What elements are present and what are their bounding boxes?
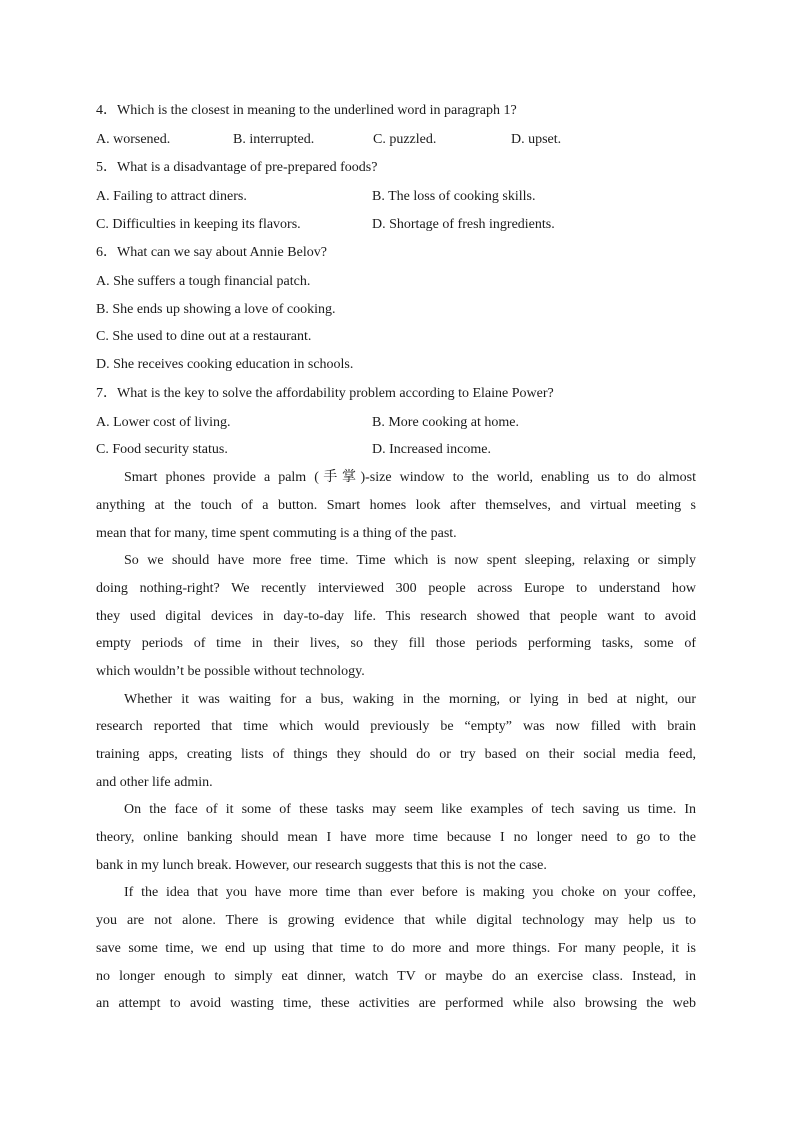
- question-4-options: [96, 126, 696, 154]
- passage-line: bank in my lunch break. However, our research suggests that this is not the case.: [96, 857, 547, 873]
- document-page: [96, 96, 696, 1018]
- passage-line: you are not alone. There is growing evidence that while digital technology may help us to: [96, 913, 696, 929]
- passage-line: Smart phones provide a palm (手掌)-size window to the world, enabling us to do almost: [124, 470, 696, 486]
- question-6-option-a[interactable]: A. She suffers a tough financial patch.: [96, 273, 311, 289]
- passage-line: no longer enough to simply eat dinner, watch TV or maybe do an exercise class. Instead, in: [96, 968, 696, 984]
- passage-paragraph-1: [96, 464, 696, 547]
- passage-line: training apps, creating lists of things they should do or try based on their social media feed,: [96, 747, 696, 763]
- question-6-stem: 6．What can we say about Annie Belov?: [96, 245, 327, 261]
- question-7-stem: 7．What is the key to solve the affordability problem according to Elaine Power?: [96, 386, 554, 402]
- question-7-option-c[interactable]: C. Food security status.: [96, 442, 228, 458]
- passage-line: they used digital devices in day-to-day life. This research showed that people want to avoid: [96, 608, 696, 624]
- passage-line: mean that for many, time spent commuting is a thing of the past.: [96, 525, 457, 541]
- passage-line: anything at the touch of a button. Smart homes look after themselves, and virtual meeting s: [96, 497, 696, 513]
- passage-line: If the idea that you have more time than ever before is making you choke on your coffee,: [124, 885, 696, 901]
- passage-paragraph-5: [96, 879, 696, 1017]
- question-7-option-a[interactable]: A. Lower cost of living.: [96, 414, 231, 430]
- passage-line: Whether it was waiting for a bus, waking in the morning, or lying in bed at night, our: [124, 691, 696, 707]
- passage-line: which wouldn’t be possible without technology.: [96, 663, 365, 679]
- question-5-option-c[interactable]: C. Difficulties in keeping its flavors.: [96, 216, 301, 232]
- passage-paragraph-2: [96, 547, 696, 685]
- passage-line: research reported that time which would previously be “empty” was now filled with brain: [96, 719, 696, 735]
- passage-line: an attempt to avoid wasting time, these activities are performed while also browsing the web: [96, 996, 696, 1012]
- passage-line: save some time, we end up using that time to do more and more things. For many people, it is: [96, 940, 696, 956]
- question-6-option-c[interactable]: C. She used to dine out at a restaurant.: [96, 329, 312, 345]
- passage-paragraph-3: [96, 686, 696, 797]
- question-4-option-d[interactable]: D. upset.: [511, 131, 562, 147]
- question-7-option-d[interactable]: D. Increased income.: [372, 442, 491, 458]
- question-6-option-d[interactable]: D. She receives cooking education in schools.: [96, 357, 354, 373]
- passage-line: theory, online banking should mean I have more time because I no longer need to go to the: [96, 830, 696, 846]
- question-5-option-d[interactable]: D. Shortage of fresh ingredients.: [372, 216, 555, 232]
- question-7-option-b[interactable]: B. More cooking at home.: [372, 414, 519, 430]
- passage-paragraph-4: [96, 796, 696, 879]
- question-7-options-row-2: [96, 436, 696, 464]
- question-4-stem: 4．Which is the closest in meaning to the underlined word in paragraph 1?: [96, 103, 517, 118]
- passage-line: empty periods of time in their lives, so they fill those periods performing tasks, some of: [96, 636, 696, 652]
- question-5-options-row-1: [96, 183, 696, 211]
- passage-line: On the face of it some of these tasks may seem like examples of tech saving us time. In: [124, 802, 696, 818]
- question-4-option-a[interactable]: A. worsened.: [96, 131, 171, 147]
- question-5-options-row-2: [96, 211, 696, 239]
- question-7-options-row-1: [96, 409, 696, 437]
- question-4-option-c[interactable]: C. puzzled.: [373, 131, 437, 147]
- question-4-option-b[interactable]: B. interrupted.: [233, 131, 315, 147]
- question-5-stem: 5．What is a disadvantage of pre-prepared foods?: [96, 160, 378, 176]
- passage-line: So we should have more free time. Time which is now spent sleeping, relaxing or simply: [124, 553, 696, 569]
- question-5-option-b[interactable]: B. The loss of cooking skills.: [372, 188, 536, 204]
- question-6-option-b[interactable]: B. She ends up showing a love of cooking.: [96, 301, 336, 317]
- passage-line: and other life admin.: [96, 774, 213, 790]
- passage-line: doing nothing-right? We recently interviewed 300 people across Europe to understand how: [96, 580, 696, 596]
- question-5-option-a[interactable]: A. Failing to attract diners.: [96, 188, 247, 204]
